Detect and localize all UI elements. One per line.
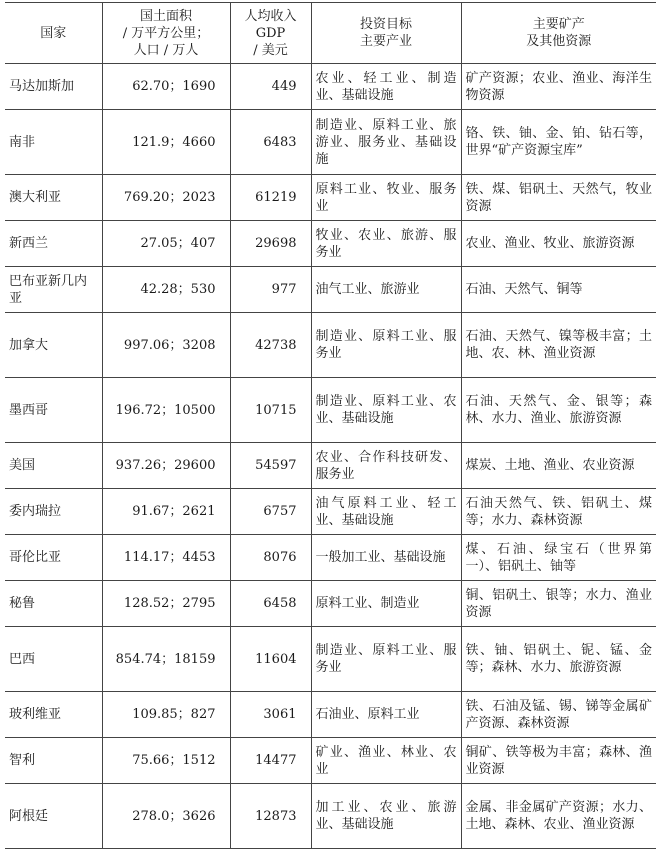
header-resource-line2: 及其他资源 [526, 34, 592, 49]
cell-area-population: 769.20；2023 [102, 175, 230, 221]
cell-country: 新西兰 [5, 221, 102, 267]
cell-gdp: 6458 [230, 581, 311, 627]
cell-area-population: 27.05；407 [102, 221, 230, 267]
header-gdp [230, 3, 311, 64]
header-gdp-line2: GDP [255, 25, 286, 41]
cell-industry: 原料工业、制造业 [311, 581, 461, 627]
table-row [5, 692, 656, 738]
cell-resource: 铜、铝矾土、银等；水力、渔业资源 [461, 581, 656, 627]
cell-area-population: 91.67；2621 [102, 489, 230, 535]
cell-gdp: 8076 [230, 535, 311, 581]
header-area-pop-line3: 人口 / 万人 [133, 42, 199, 58]
cell-area-population: 278.0；3626 [102, 784, 230, 849]
cell-country: 玻利维亚 [5, 692, 102, 738]
table-row [5, 378, 656, 443]
table-row [5, 581, 656, 627]
cell-gdp: 54597 [230, 443, 311, 489]
cell-area-population: 121.9；4660 [102, 110, 230, 175]
cell-country: 阿根廷 [5, 784, 102, 849]
cell-area-population: 62.70；1690 [102, 64, 230, 110]
cell-gdp: 29698 [230, 221, 311, 267]
cell-industry: 石油业、原料工业 [311, 692, 461, 738]
table-row [5, 627, 656, 692]
table-row [5, 110, 656, 175]
header-area-pop-line1: 国土面积 [139, 8, 192, 24]
cell-gdp: 6483 [230, 110, 311, 175]
cell-industry: 一般加工业、基础设施 [311, 535, 461, 581]
country-investment-table [5, 2, 656, 849]
header-industry-line1: 投资目标 [359, 17, 412, 32]
cell-resource: 铁、煤、铝矾土、天然气，牧业资源 [461, 175, 656, 221]
cell-area-population: 42.28；530 [102, 267, 230, 313]
cell-industry: 制造业、原料工业、服务业 [311, 313, 461, 378]
cell-industry: 制造业、原料工业、服务业 [311, 627, 461, 692]
cell-country: 美国 [5, 443, 102, 489]
cell-gdp: 11604 [230, 627, 311, 692]
cell-industry: 农业、轻工业、制造业、基础设施 [311, 64, 461, 110]
header-industry [311, 3, 461, 64]
cell-resource: 煤炭、土地、渔业、农业资源 [461, 443, 656, 489]
cell-resource: 铬、铁、铀、金、铂、钻石等，世界“矿产资源宝库” [461, 110, 656, 175]
cell-area-population: 109.85；827 [102, 692, 230, 738]
cell-industry: 加工业、农业、旅游业、基础设施 [311, 784, 461, 849]
header-gdp-line1: 人均收入 [244, 8, 297, 24]
cell-resource: 农业、渔业、牧业、旅游资源 [461, 221, 656, 267]
cell-resource: 铁、铀、铝矾土、铌、锰、金等；森林、水力、旅游资源 [461, 627, 656, 692]
table-body [5, 64, 656, 849]
cell-country: 秘鲁 [5, 581, 102, 627]
cell-resource: 矿产资源；农业、渔业、海洋生物资源 [461, 64, 656, 110]
cell-industry: 原料工业、牧业、服务业 [311, 175, 461, 221]
cell-gdp: 449 [230, 64, 311, 110]
header-country [5, 3, 102, 64]
table-row [5, 267, 656, 313]
cell-resource: 石油、天然气、金、银等；森林、水力、渔业、旅游资源 [461, 378, 656, 443]
header-gdp-line3: / 美元 [253, 42, 288, 58]
header-area-pop [102, 3, 230, 64]
cell-gdp: 61219 [230, 175, 311, 221]
table-row [5, 64, 656, 110]
cell-country: 马达加斯加 [5, 64, 102, 110]
cell-industry: 农业、合作科技研发、服务业 [311, 443, 461, 489]
header-country-label: 国家 [40, 25, 67, 41]
header-row [5, 3, 656, 64]
cell-resource: 铁、石油及锰、锡、锑等金属矿产资源、森林资源 [461, 692, 656, 738]
table-row [5, 489, 656, 535]
cell-country: 加拿大 [5, 313, 102, 378]
cell-area-population: 114.17；4453 [102, 535, 230, 581]
cell-gdp: 977 [230, 267, 311, 313]
header-resource [461, 3, 656, 64]
cell-resource: 金属、非金属矿产资源；水力、土地、森林、农业、渔业资源 [461, 784, 656, 849]
cell-country: 委内瑞拉 [5, 489, 102, 535]
cell-gdp: 14477 [230, 738, 311, 784]
cell-industry: 制造业、原料工业、农业、基础设施 [311, 378, 461, 443]
cell-gdp: 3061 [230, 692, 311, 738]
cell-country: 巴布亚新几内亚 [5, 267, 102, 313]
cell-area-population: 997.06；3208 [102, 313, 230, 378]
table-row [5, 738, 656, 784]
table-row [5, 221, 656, 267]
table-row [5, 784, 656, 849]
cell-country: 南非 [5, 110, 102, 175]
cell-resource: 石油、天然气、铜等 [461, 267, 656, 313]
cell-area-population: 937.26；29600 [102, 443, 230, 489]
table-row [5, 313, 656, 378]
cell-area-population: 75.66；1512 [102, 738, 230, 784]
cell-resource: 铜矿、铁等极为丰富；森林、渔业资源 [461, 738, 656, 784]
cell-area-population: 196.72；10500 [102, 378, 230, 443]
cell-country: 墨西哥 [5, 378, 102, 443]
header-area-pop-line2: / 万平方公里； [122, 25, 210, 41]
cell-industry: 油气工业、旅游业 [311, 267, 461, 313]
header-resource-line1: 主要矿产 [532, 17, 585, 32]
cell-resource: 石油天然气、铁、铝矾土、煤等；水力、森林资源 [461, 489, 656, 535]
cell-area-population: 854.74；18159 [102, 627, 230, 692]
header-industry-line2: 主要产业 [359, 34, 412, 49]
cell-gdp: 42738 [230, 313, 311, 378]
cell-industry: 矿业、渔业、林业、农业 [311, 738, 461, 784]
table-row [5, 175, 656, 221]
cell-industry: 制造业、原料工业、旅游业、服务业、基础设施 [311, 110, 461, 175]
cell-country: 巴西 [5, 627, 102, 692]
cell-area-population: 128.52；2795 [102, 581, 230, 627]
cell-industry: 油气原料工业、轻工业、基础设施 [311, 489, 461, 535]
cell-resource: 煤、石油、绿宝石（世界第一）、铝矾土、铀等 [461, 535, 656, 581]
cell-country: 澳大利亚 [5, 175, 102, 221]
cell-gdp: 6757 [230, 489, 311, 535]
cell-resource: 石油、天然气、镍等极丰富；土地、农、林、渔业资源 [461, 313, 656, 378]
table-row [5, 535, 656, 581]
cell-country: 哥伦比亚 [5, 535, 102, 581]
cell-industry: 牧业、农业、旅游、服务业 [311, 221, 461, 267]
cell-gdp: 10715 [230, 378, 311, 443]
table-row [5, 443, 656, 489]
table-header [5, 3, 656, 64]
cell-country: 智利 [5, 738, 102, 784]
cell-gdp: 12873 [230, 784, 311, 849]
